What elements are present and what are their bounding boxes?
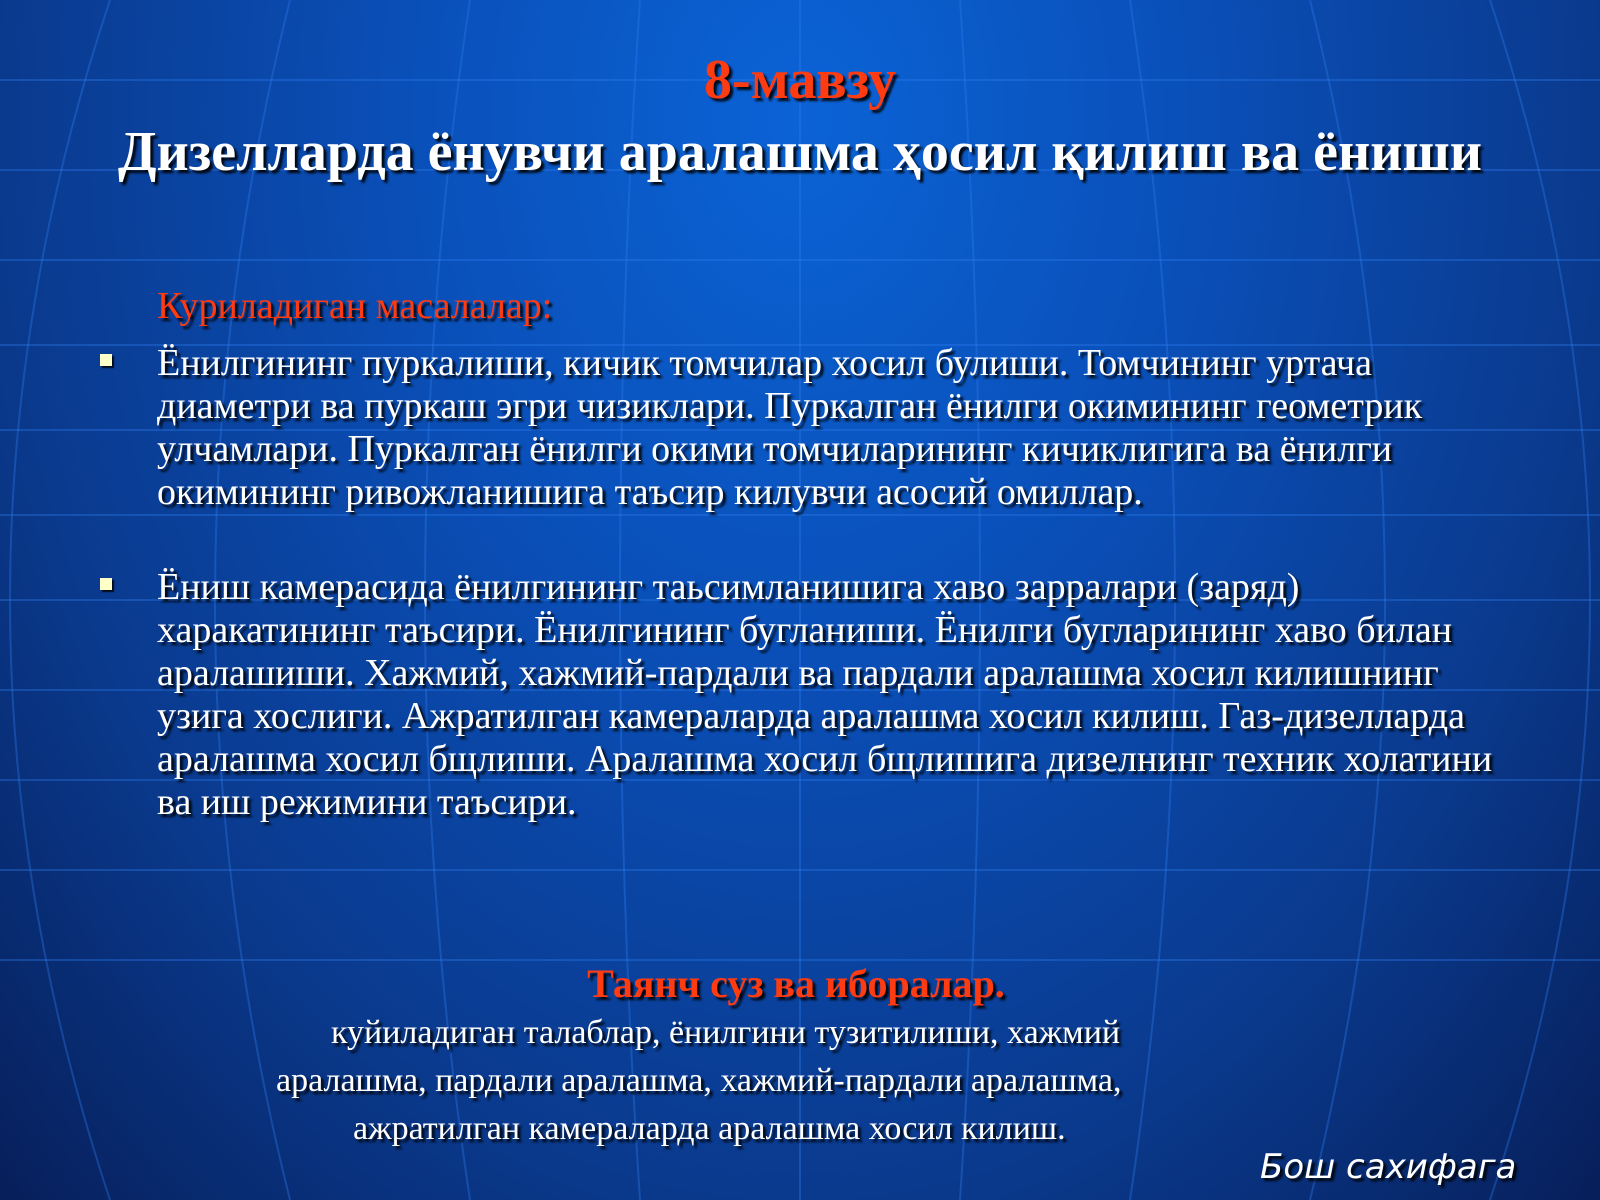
questions-heading: Куриладиган масалалар:: [157, 285, 553, 327]
list-item: [96, 566, 1516, 824]
keywords-line: ажратилган камераларда аралашма хосил килиш.: [353, 1110, 1066, 1147]
square-bullet-icon: [100, 578, 112, 590]
topic-number: 8-мавзу: [704, 49, 896, 111]
keywords-line: аралашма, пардали аралашма, хажмий-пардали аралашма,: [276, 1062, 1122, 1099]
bullet-list-item-1: [96, 342, 1516, 514]
list-item: [96, 342, 1516, 514]
keywords-line: куйиладиган талаблар, ёнилгини тузитилиши, хажмий: [331, 1014, 1121, 1051]
bullet-text: Ёнилгининг пуркалиши, кичик томчилар хосил булиши. Томчининг уртача диаметри ва пуркаш эгри чизиклари. Пуркалган ёнилги окимининг геометрик улчамлари. Пуркалган ёнилги окими томчиларининг кичиклигига ва ёнилги окимининг ривожланишига таъсир килувчи асосий омиллар.: [157, 342, 1423, 513]
square-bullet-icon: [100, 354, 112, 366]
slide-title: Дизелларда ёнувчи аралашма ҳосил қилиш ва ёниши: [117, 121, 1483, 183]
keywords-heading: Таянч суз ва иборалар.: [587, 961, 1005, 1006]
bullet-text: Ёниш камерасида ёнилгининг таьсимланишига хаво зарралари (заряд) харакатининг таъсири. Ёнилгининг бугланиши. Ёнилги бугларининг хаво билан аралашиши. Хажмий, хажмий-пардали ва пардали аралашма хосил килишнинг узига хослиги. Ажратилган камераларда аралашма хосил килиш. Газ-дизелларда аралашма хосил бщлиши. Аралашма хосил бщлишига дизелнинг техник холатини ва иш режимини таъсири.: [157, 566, 1493, 823]
bullet-list-item-2: [96, 566, 1516, 824]
home-page-link[interactable]: Бош сахифага: [1260, 1147, 1517, 1187]
